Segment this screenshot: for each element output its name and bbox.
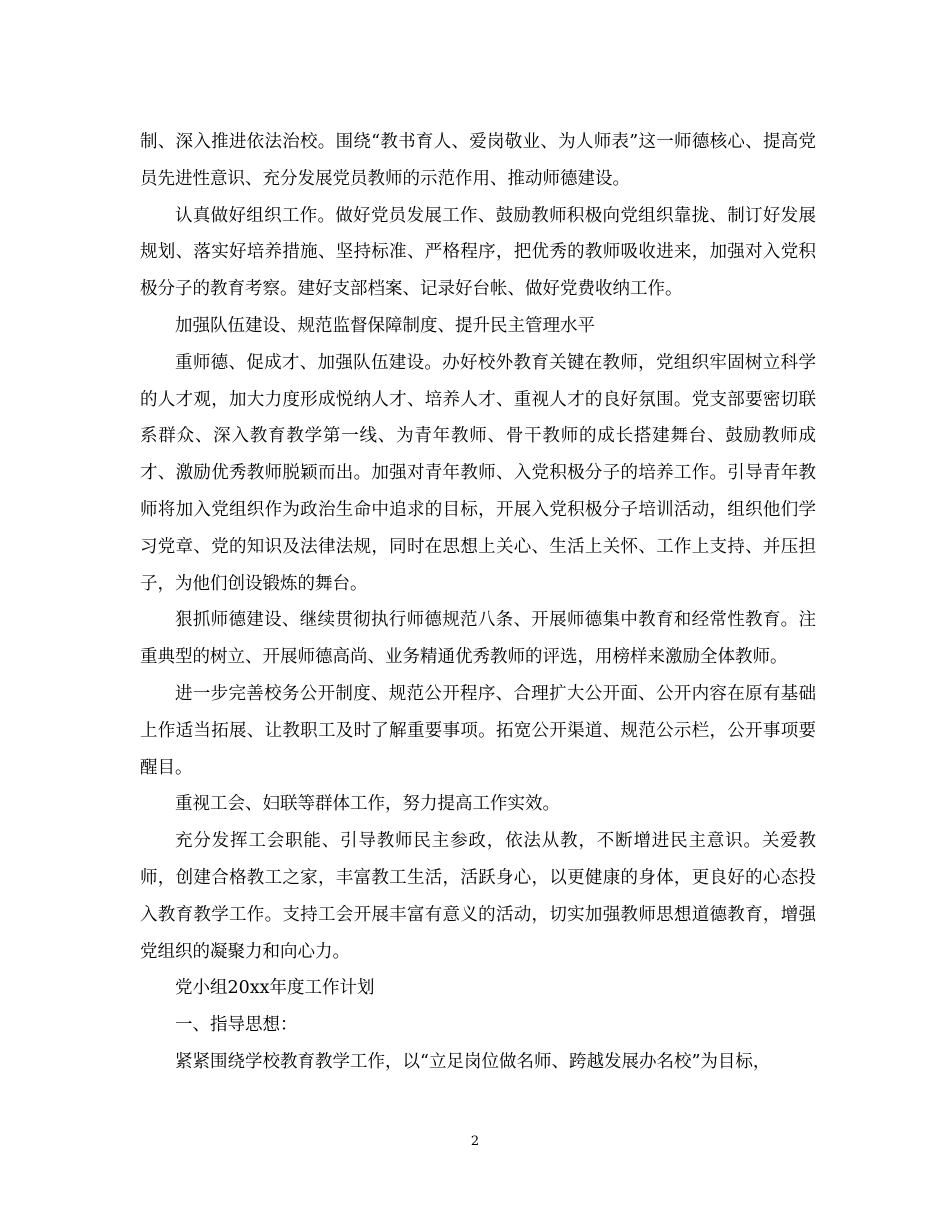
paragraph-ethics-education: 狠抓师德建设、继续贯彻执行师德规范八条、开展师德集中教育和经常性教育。注重典型的树立、开展师德高尚、业务精通优秀教师的评选，用榜样来激励全体教师。 bbox=[140, 610, 816, 668]
section-title-annual-plan: 党小组20xx年度工作计划 bbox=[175, 978, 375, 999]
paragraph-teacher-ethics: 重师德、促成才、加强队伍建设。办好校外教育关键在教师，党组织牢固树立科学的人才观，加大力度形成悦纳人才、培养人才、重视人才的良好氛围。党支部要密切联系群众、深入教育教学第一线、为青年教师、骨干教师的成长搭建舞台、鼓励教师成才、激励优秀教师脱颖而出。加强对青年教师、入党积极分子的培养工作。引导青年教师将加入党组织作为政治生命中追求的目标，开展入党积极分子培训活动，组织他们学习党章、党的知识及法律法规，同时在思想上关心、生活上关怀、工作上支持、并压担子，为他们创设锻炼的舞台。 bbox=[140, 352, 816, 594]
section-heading-team-building: 加强队伍建设、规范监督保障制度、提升民主管理水平 bbox=[175, 315, 595, 336]
paragraph-school-affairs-openness: 进一步完善校务公开制度、规范公开程序、合理扩大公开面、公开内容在原有基础上作适当拓展、让教职工及时了解重要事项。拓宽公开渠道、规范公示栏，公开事项要醒目。 bbox=[140, 683, 816, 778]
paragraph-union-work: 重视工会、妇联等群体工作，努力提高工作实效。 bbox=[175, 794, 560, 815]
paragraph-continuation: 制、深入推进依法治校。围绕“教书育人、爱岗敬业、为人师表”这一师德核心、提高党员先进性意识、充分发展党员教师的示范作用、推动师德建设。 bbox=[140, 132, 816, 189]
page-number: 2 bbox=[470, 1134, 480, 1149]
paragraph-organization-work: 认真做好组织工作。做好党员发展工作、鼓励教师积极向党组织靠拢、制订好发展规划、落实好培养措施、坚持标准、严格程序，把优秀的教师吸收进来，加强对入党积极分子的教育考察。建好支部档案、记录好台帐、做好党费收纳工作。 bbox=[140, 205, 816, 300]
section-heading-guiding-ideology: 一、指导思想： bbox=[175, 1015, 298, 1036]
document-body bbox=[140, 124, 816, 1081]
paragraph-guiding-ideology: 紧紧围绕学校教育教学工作，以“立足岗位做名师、跨越发展办名校”为目标， bbox=[175, 1051, 771, 1072]
paragraph-union-functions: 充分发挥工会职能、引导教师民主参政，依法从教，不断增进民主意识。关爱教师，创建合格教工之家，丰富教工生活，活跃身心，以更健康的身体，更良好的心态投入教育教学工作。支持工会开展丰富有意义的活动，切实加强教师思想道德教育，增强党组织的凝聚力和向心力。 bbox=[140, 831, 816, 962]
